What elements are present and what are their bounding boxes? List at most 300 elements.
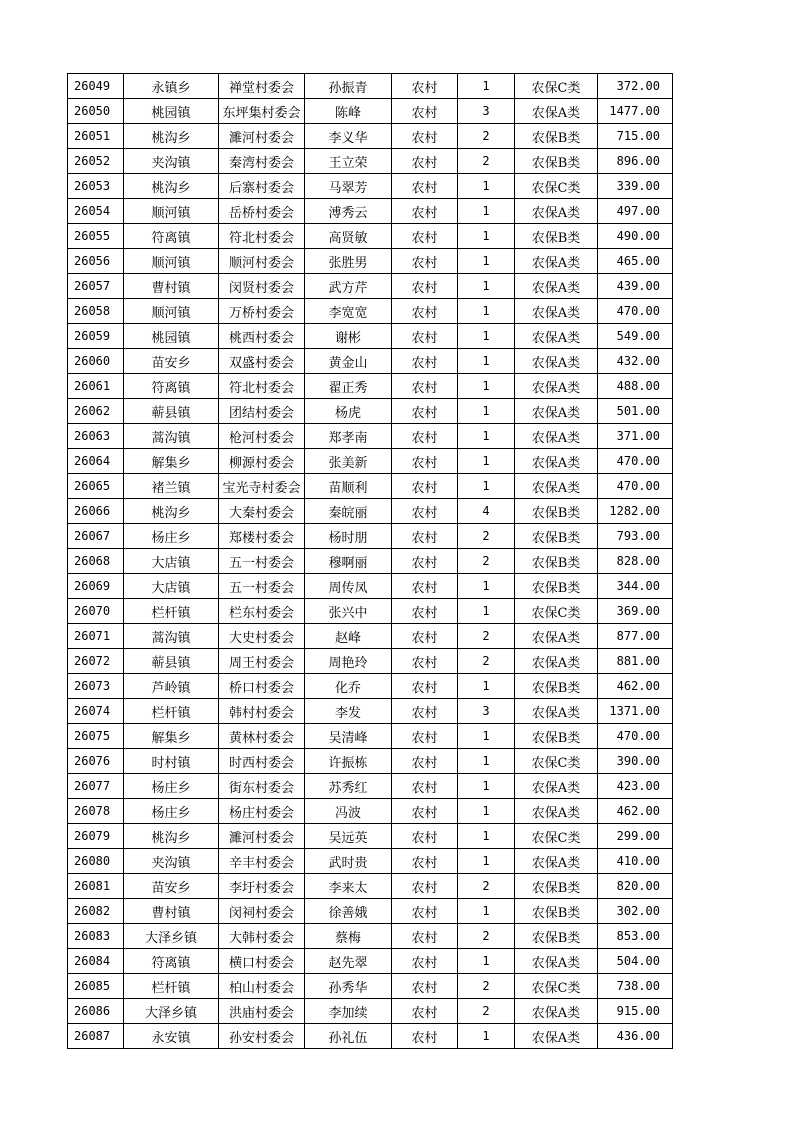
household-type-cell: 农村 — [392, 474, 458, 499]
insurance-category-cell: 农保A类 — [515, 774, 598, 799]
record-id-cell: 26056 — [68, 249, 124, 274]
member-count-cell: 1 — [458, 1024, 515, 1049]
person-name-cell: 武时贵 — [305, 849, 392, 874]
table-row — [68, 1024, 673, 1049]
household-type-cell: 农村 — [392, 74, 458, 99]
village-committee-cell: 大韩村委会 — [219, 924, 305, 949]
insurance-category-cell: 农保A类 — [515, 949, 598, 974]
record-id-cell: 26080 — [68, 849, 124, 874]
village-committee-cell: 岳桥村委会 — [219, 199, 305, 224]
amount-cell: 488.00 — [598, 374, 673, 399]
amount-cell: 504.00 — [598, 949, 673, 974]
table-row — [68, 349, 673, 374]
record-id-cell: 26071 — [68, 624, 124, 649]
table-row — [68, 224, 673, 249]
village-committee-cell: 韩村村委会 — [219, 699, 305, 724]
insurance-category-cell: 农保A类 — [515, 249, 598, 274]
person-name-cell: 李加续 — [305, 999, 392, 1024]
village-committee-cell: 大秦村委会 — [219, 499, 305, 524]
village-committee-cell: 横口村委会 — [219, 949, 305, 974]
village-committee-cell: 后寨村委会 — [219, 174, 305, 199]
insurance-category-cell: 农保B类 — [515, 574, 598, 599]
village-committee-cell: 闵贤村委会 — [219, 274, 305, 299]
member-count-cell: 1 — [458, 424, 515, 449]
household-type-cell: 农村 — [392, 399, 458, 424]
table-row — [68, 424, 673, 449]
record-id-cell: 26077 — [68, 774, 124, 799]
town-cell: 符离镇 — [124, 374, 219, 399]
amount-cell: 853.00 — [598, 924, 673, 949]
village-committee-cell: 宝光寺村委会 — [219, 474, 305, 499]
record-id-cell: 26059 — [68, 324, 124, 349]
amount-cell: 465.00 — [598, 249, 673, 274]
person-name-cell: 溥秀云 — [305, 199, 392, 224]
amount-cell: 470.00 — [598, 724, 673, 749]
member-count-cell: 1 — [458, 824, 515, 849]
insurance-category-cell: 农保B类 — [515, 124, 598, 149]
amount-cell: 410.00 — [598, 849, 673, 874]
insurance-category-cell: 农保B类 — [515, 724, 598, 749]
village-committee-cell: 柳源村委会 — [219, 449, 305, 474]
record-id-cell: 26067 — [68, 524, 124, 549]
town-cell: 永镇乡 — [124, 74, 219, 99]
insurance-category-cell: 农保C类 — [515, 599, 598, 624]
table-row — [68, 274, 673, 299]
town-cell: 苗安乡 — [124, 349, 219, 374]
table-row — [68, 949, 673, 974]
member-count-cell: 2 — [458, 999, 515, 1024]
insurance-category-cell: 农保A类 — [515, 999, 598, 1024]
insurance-category-cell: 农保A类 — [515, 299, 598, 324]
amount-cell: 371.00 — [598, 424, 673, 449]
town-cell: 大店镇 — [124, 574, 219, 599]
village-committee-cell: 街东村委会 — [219, 774, 305, 799]
person-name-cell: 李宽宽 — [305, 299, 392, 324]
household-type-cell: 农村 — [392, 874, 458, 899]
record-id-cell: 26049 — [68, 74, 124, 99]
person-name-cell: 化乔 — [305, 674, 392, 699]
village-committee-cell: 辛丰村委会 — [219, 849, 305, 874]
record-id-cell: 26057 — [68, 274, 124, 299]
member-count-cell: 1 — [458, 749, 515, 774]
member-count-cell: 2 — [458, 524, 515, 549]
member-count-cell: 1 — [458, 899, 515, 924]
record-id-cell: 26061 — [68, 374, 124, 399]
person-name-cell: 马翠芳 — [305, 174, 392, 199]
amount-cell: 549.00 — [598, 324, 673, 349]
table-row — [68, 649, 673, 674]
record-id-cell: 26087 — [68, 1024, 124, 1049]
village-committee-cell: 团结村委会 — [219, 399, 305, 424]
amount-cell: 470.00 — [598, 474, 673, 499]
village-committee-cell: 郑楼村委会 — [219, 524, 305, 549]
amount-cell: 915.00 — [598, 999, 673, 1024]
town-cell: 符离镇 — [124, 949, 219, 974]
household-type-cell: 农村 — [392, 999, 458, 1024]
table-row — [68, 499, 673, 524]
table-row — [68, 199, 673, 224]
insurance-category-cell: 农保A类 — [515, 849, 598, 874]
person-name-cell: 蔡梅 — [305, 924, 392, 949]
household-type-cell: 农村 — [392, 124, 458, 149]
table-row — [68, 674, 673, 699]
insurance-category-cell: 农保A类 — [515, 99, 598, 124]
insurance-category-cell: 农保B类 — [515, 149, 598, 174]
village-committee-cell: 桥口村委会 — [219, 674, 305, 699]
amount-cell: 896.00 — [598, 149, 673, 174]
town-cell: 顺河镇 — [124, 199, 219, 224]
person-name-cell: 李义华 — [305, 124, 392, 149]
person-name-cell: 苗顺利 — [305, 474, 392, 499]
insurance-category-cell: 农保A类 — [515, 449, 598, 474]
household-type-cell: 农村 — [392, 449, 458, 474]
member-count-cell: 2 — [458, 149, 515, 174]
insurance-category-cell: 农保A类 — [515, 399, 598, 424]
insurance-category-cell: 农保B类 — [515, 899, 598, 924]
table-row — [68, 174, 673, 199]
record-id-cell: 26075 — [68, 724, 124, 749]
person-name-cell: 郑孝南 — [305, 424, 392, 449]
record-id-cell: 26082 — [68, 899, 124, 924]
household-type-cell: 农村 — [392, 699, 458, 724]
insurance-category-cell: 农保A类 — [515, 199, 598, 224]
record-id-cell: 26076 — [68, 749, 124, 774]
amount-cell: 490.00 — [598, 224, 673, 249]
record-id-cell: 26074 — [68, 699, 124, 724]
person-name-cell: 王立荣 — [305, 149, 392, 174]
town-cell: 杨庄乡 — [124, 799, 219, 824]
member-count-cell: 2 — [458, 549, 515, 574]
household-type-cell: 农村 — [392, 224, 458, 249]
person-name-cell: 张美新 — [305, 449, 392, 474]
person-name-cell: 翟正秀 — [305, 374, 392, 399]
household-type-cell: 农村 — [392, 724, 458, 749]
household-type-cell: 农村 — [392, 974, 458, 999]
table-row — [68, 374, 673, 399]
table-row — [68, 899, 673, 924]
village-committee-cell: 李圩村委会 — [219, 874, 305, 899]
table-row — [68, 724, 673, 749]
insurance-category-cell: 农保A类 — [515, 1024, 598, 1049]
record-id-cell: 26053 — [68, 174, 124, 199]
person-name-cell: 徐善娥 — [305, 899, 392, 924]
table-row — [68, 924, 673, 949]
person-name-cell: 许振栋 — [305, 749, 392, 774]
record-id-cell: 26054 — [68, 199, 124, 224]
member-count-cell: 1 — [458, 224, 515, 249]
member-count-cell: 1 — [458, 949, 515, 974]
amount-cell: 390.00 — [598, 749, 673, 774]
record-id-cell: 26066 — [68, 499, 124, 524]
household-type-cell: 农村 — [392, 249, 458, 274]
village-committee-cell: 五一村委会 — [219, 574, 305, 599]
household-type-cell: 农村 — [392, 274, 458, 299]
town-cell: 曹村镇 — [124, 899, 219, 924]
record-id-cell: 26060 — [68, 349, 124, 374]
table-row — [68, 799, 673, 824]
person-name-cell: 孙礼伍 — [305, 1024, 392, 1049]
amount-cell: 436.00 — [598, 1024, 673, 1049]
insurance-category-cell: 农保B类 — [515, 924, 598, 949]
person-name-cell: 吴清峰 — [305, 724, 392, 749]
person-name-cell: 杨时朋 — [305, 524, 392, 549]
record-id-cell: 26068 — [68, 549, 124, 574]
town-cell: 曹村镇 — [124, 274, 219, 299]
household-type-cell: 农村 — [392, 174, 458, 199]
village-committee-cell: 黄林村委会 — [219, 724, 305, 749]
table-row — [68, 974, 673, 999]
member-count-cell: 3 — [458, 699, 515, 724]
amount-cell: 432.00 — [598, 349, 673, 374]
insurance-category-cell: 农保B类 — [515, 524, 598, 549]
person-name-cell: 周传凤 — [305, 574, 392, 599]
insurance-category-cell: 农保B类 — [515, 499, 598, 524]
record-id-cell: 26052 — [68, 149, 124, 174]
table-row — [68, 399, 673, 424]
member-count-cell: 1 — [458, 399, 515, 424]
amount-cell: 738.00 — [598, 974, 673, 999]
amount-cell: 372.00 — [598, 74, 673, 99]
amount-cell: 877.00 — [598, 624, 673, 649]
insurance-category-cell: 农保A类 — [515, 624, 598, 649]
insurance-category-cell: 农保A类 — [515, 274, 598, 299]
table-row — [68, 999, 673, 1024]
village-committee-cell: 栏东村委会 — [219, 599, 305, 624]
table-row — [68, 299, 673, 324]
member-count-cell: 1 — [458, 474, 515, 499]
household-type-cell: 农村 — [392, 624, 458, 649]
member-count-cell: 1 — [458, 374, 515, 399]
amount-cell: 793.00 — [598, 524, 673, 549]
table-row — [68, 249, 673, 274]
village-committee-cell: 周王村委会 — [219, 649, 305, 674]
person-name-cell: 周艳玲 — [305, 649, 392, 674]
household-type-cell: 农村 — [392, 499, 458, 524]
record-id-cell: 26064 — [68, 449, 124, 474]
roster-table — [67, 73, 673, 1049]
village-committee-cell: 闵祠村委会 — [219, 899, 305, 924]
member-count-cell: 2 — [458, 974, 515, 999]
town-cell: 大店镇 — [124, 549, 219, 574]
insurance-category-cell: 农保C类 — [515, 749, 598, 774]
person-name-cell: 孙秀华 — [305, 974, 392, 999]
village-committee-cell: 禅堂村委会 — [219, 74, 305, 99]
insurance-category-cell: 农保A类 — [515, 424, 598, 449]
town-cell: 桃沟乡 — [124, 124, 219, 149]
amount-cell: 1282.00 — [598, 499, 673, 524]
village-committee-cell: 符北村委会 — [219, 374, 305, 399]
amount-cell: 501.00 — [598, 399, 673, 424]
household-type-cell: 农村 — [392, 899, 458, 924]
town-cell: 桃沟乡 — [124, 499, 219, 524]
town-cell: 大泽乡镇 — [124, 999, 219, 1024]
household-type-cell: 农村 — [392, 424, 458, 449]
record-id-cell: 26055 — [68, 224, 124, 249]
household-type-cell: 农村 — [392, 774, 458, 799]
town-cell: 褚兰镇 — [124, 474, 219, 499]
record-id-cell: 26084 — [68, 949, 124, 974]
member-count-cell: 1 — [458, 774, 515, 799]
amount-cell: 715.00 — [598, 124, 673, 149]
town-cell: 蕲县镇 — [124, 649, 219, 674]
amount-cell: 828.00 — [598, 549, 673, 574]
town-cell: 蕲县镇 — [124, 399, 219, 424]
town-cell: 栏杆镇 — [124, 974, 219, 999]
person-name-cell: 武方芹 — [305, 274, 392, 299]
record-id-cell: 26073 — [68, 674, 124, 699]
record-id-cell: 26063 — [68, 424, 124, 449]
amount-cell: 1477.00 — [598, 99, 673, 124]
household-type-cell: 农村 — [392, 549, 458, 574]
insurance-category-cell: 农保C类 — [515, 174, 598, 199]
member-count-cell: 1 — [458, 74, 515, 99]
record-id-cell: 26072 — [68, 649, 124, 674]
person-name-cell: 李发 — [305, 699, 392, 724]
town-cell: 桃沟乡 — [124, 824, 219, 849]
member-count-cell: 4 — [458, 499, 515, 524]
household-type-cell: 农村 — [392, 674, 458, 699]
household-type-cell: 农村 — [392, 99, 458, 124]
town-cell: 顺河镇 — [124, 249, 219, 274]
insurance-category-cell: 农保A类 — [515, 349, 598, 374]
amount-cell: 423.00 — [598, 774, 673, 799]
person-name-cell: 黄金山 — [305, 349, 392, 374]
household-type-cell: 农村 — [392, 349, 458, 374]
table-row — [68, 599, 673, 624]
record-id-cell: 26050 — [68, 99, 124, 124]
record-id-cell: 26078 — [68, 799, 124, 824]
member-count-cell: 1 — [458, 199, 515, 224]
town-cell: 桃沟乡 — [124, 174, 219, 199]
village-committee-cell: 时西村委会 — [219, 749, 305, 774]
person-name-cell: 李来太 — [305, 874, 392, 899]
member-count-cell: 1 — [458, 674, 515, 699]
amount-cell: 339.00 — [598, 174, 673, 199]
insurance-category-cell: 农保A类 — [515, 799, 598, 824]
insurance-category-cell: 农保B类 — [515, 874, 598, 899]
town-cell: 时村镇 — [124, 749, 219, 774]
amount-cell: 497.00 — [598, 199, 673, 224]
member-count-cell: 1 — [458, 799, 515, 824]
table-row — [68, 474, 673, 499]
household-type-cell: 农村 — [392, 299, 458, 324]
household-type-cell: 农村 — [392, 374, 458, 399]
household-type-cell: 农村 — [392, 799, 458, 824]
member-count-cell: 1 — [458, 574, 515, 599]
town-cell: 蒿沟镇 — [124, 424, 219, 449]
record-id-cell: 26081 — [68, 874, 124, 899]
table-row — [68, 774, 673, 799]
town-cell: 桃园镇 — [124, 99, 219, 124]
table-row — [68, 149, 673, 174]
member-count-cell: 1 — [458, 849, 515, 874]
member-count-cell: 1 — [458, 599, 515, 624]
amount-cell: 1371.00 — [598, 699, 673, 724]
record-id-cell: 26085 — [68, 974, 124, 999]
household-type-cell: 农村 — [392, 749, 458, 774]
record-id-cell: 26079 — [68, 824, 124, 849]
table-row — [68, 874, 673, 899]
town-cell: 蒿沟镇 — [124, 624, 219, 649]
village-committee-cell: 杨庄村委会 — [219, 799, 305, 824]
household-type-cell: 农村 — [392, 649, 458, 674]
amount-cell: 299.00 — [598, 824, 673, 849]
household-type-cell: 农村 — [392, 199, 458, 224]
town-cell: 符离镇 — [124, 224, 219, 249]
table-row — [68, 699, 673, 724]
village-committee-cell: 枪河村委会 — [219, 424, 305, 449]
amount-cell: 470.00 — [598, 449, 673, 474]
person-name-cell: 穆啊丽 — [305, 549, 392, 574]
town-cell: 解集乡 — [124, 449, 219, 474]
member-count-cell: 1 — [458, 449, 515, 474]
record-id-cell: 26058 — [68, 299, 124, 324]
household-type-cell: 农村 — [392, 849, 458, 874]
village-committee-cell: 顺河村委会 — [219, 249, 305, 274]
town-cell: 大泽乡镇 — [124, 924, 219, 949]
town-cell: 永安镇 — [124, 1024, 219, 1049]
town-cell: 顺河镇 — [124, 299, 219, 324]
household-type-cell: 农村 — [392, 1024, 458, 1049]
village-committee-cell: 双盛村委会 — [219, 349, 305, 374]
record-id-cell: 26070 — [68, 599, 124, 624]
table-row — [68, 324, 673, 349]
village-committee-cell: 濉河村委会 — [219, 824, 305, 849]
table-row — [68, 524, 673, 549]
person-name-cell: 张兴中 — [305, 599, 392, 624]
table-row — [68, 824, 673, 849]
table-row — [68, 549, 673, 574]
amount-cell: 820.00 — [598, 874, 673, 899]
person-name-cell: 杨虎 — [305, 399, 392, 424]
member-count-cell: 2 — [458, 624, 515, 649]
member-count-cell: 1 — [458, 349, 515, 374]
insurance-category-cell: 农保B类 — [515, 224, 598, 249]
insurance-category-cell: 农保A类 — [515, 649, 598, 674]
village-committee-cell: 五一村委会 — [219, 549, 305, 574]
household-type-cell: 农村 — [392, 824, 458, 849]
village-committee-cell: 大史村委会 — [219, 624, 305, 649]
person-name-cell: 赵峰 — [305, 624, 392, 649]
village-committee-cell: 孙安村委会 — [219, 1024, 305, 1049]
roster-body — [68, 74, 673, 1049]
amount-cell: 470.00 — [598, 299, 673, 324]
record-id-cell: 26065 — [68, 474, 124, 499]
person-name-cell: 张胜男 — [305, 249, 392, 274]
town-cell: 芦岭镇 — [124, 674, 219, 699]
person-name-cell: 苏秀红 — [305, 774, 392, 799]
member-count-cell: 1 — [458, 274, 515, 299]
household-type-cell: 农村 — [392, 324, 458, 349]
household-type-cell: 农村 — [392, 149, 458, 174]
table-row — [68, 749, 673, 774]
table-row — [68, 849, 673, 874]
table-row — [68, 124, 673, 149]
insurance-category-cell: 农保A类 — [515, 374, 598, 399]
insurance-category-cell: 农保A类 — [515, 474, 598, 499]
household-type-cell: 农村 — [392, 524, 458, 549]
household-type-cell: 农村 — [392, 924, 458, 949]
insurance-category-cell: 农保B类 — [515, 674, 598, 699]
table-row — [68, 624, 673, 649]
person-name-cell: 冯波 — [305, 799, 392, 824]
household-type-cell: 农村 — [392, 574, 458, 599]
person-name-cell: 吴远英 — [305, 824, 392, 849]
village-committee-cell: 符北村委会 — [219, 224, 305, 249]
village-committee-cell: 秦湾村委会 — [219, 149, 305, 174]
town-cell: 桃园镇 — [124, 324, 219, 349]
town-cell: 苗安乡 — [124, 874, 219, 899]
